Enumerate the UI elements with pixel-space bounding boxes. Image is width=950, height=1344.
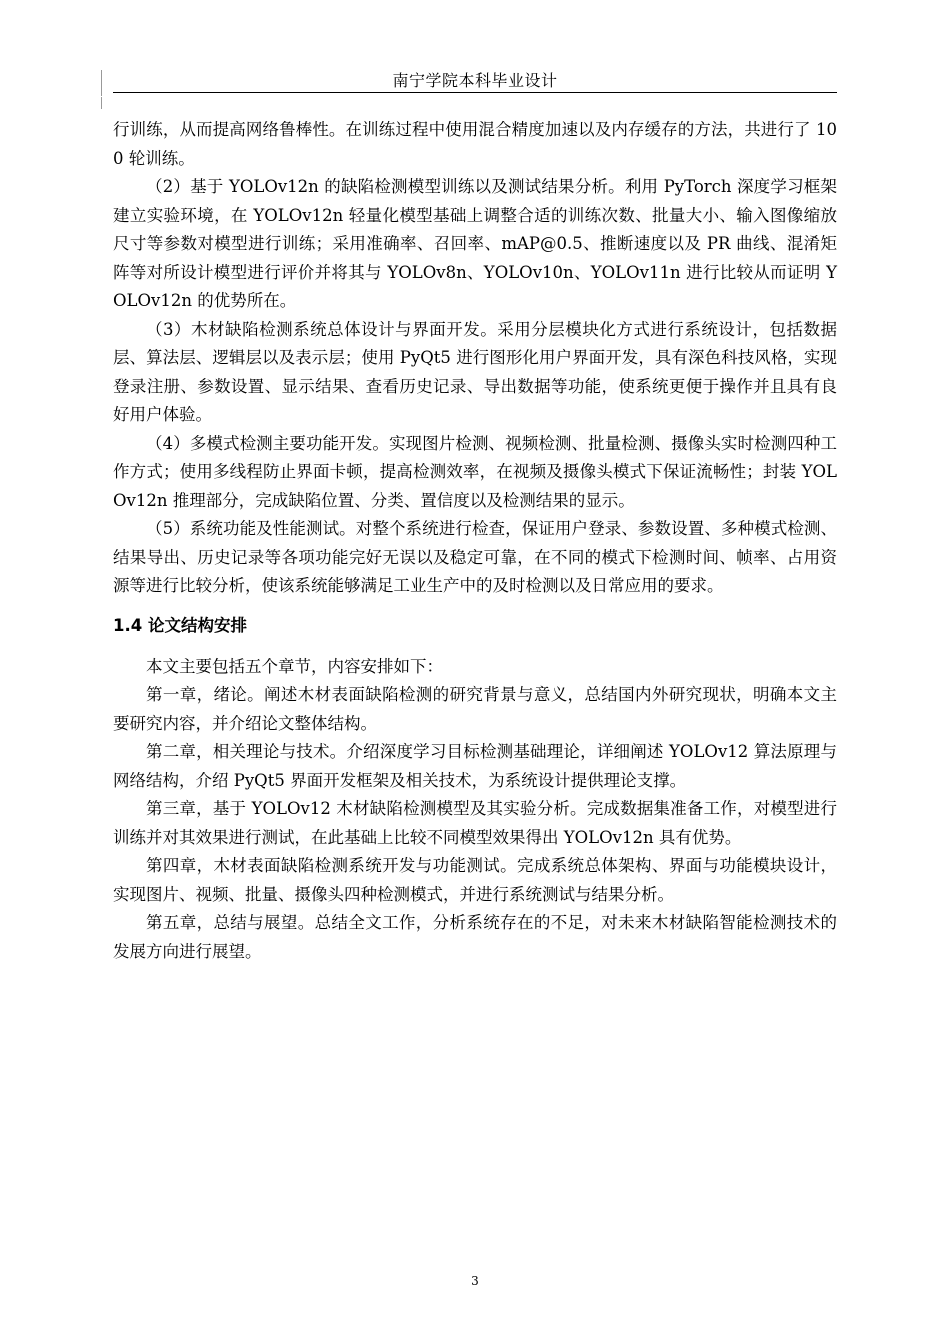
crop-mark [101,97,102,109]
body-paragraph: 第一章，绪论。阐述木材表面缺陷检测的研究背景与意义，总结国内外研究现状，明确本文主要研究内容，并介绍论文整体结构。 [113,685,837,733]
running-header-title: 南宁学院本科毕业设计 [392,71,558,90]
section-heading: 1.4 论文结构安排 [113,615,247,635]
header-rule [113,92,837,93]
body-paragraph: （3）木材缺陷检测系统总体设计与界面开发。采用分层模块化方式进行系统设计，包括数据层、算法层、逻辑层以及表示层；使用 PyQt5 进行图形化用户界面开发，具有深色科技风格，实现登录注册、参数设置、显示结果、查看历史记录、导出数据等功能，使系统更便于操作并且具有良好用户体验。 [113,319,837,424]
body-paragraph: （2）基于 YOLOv12n 的缺陷检测模型训练以及测试结果分析。利用 PyTorch 深度学习框架建立实验环境，在 YOLOv12n 轻量化模型基础上调整合适的训练次数、批量大小、输入图像缩放尺寸等参数对模型进行训练；采用准确率、召回率、mAP@0.5、推断速度以及 PR 曲线、混淆矩阵等对所设计模型进行评价并将其与 YOLOv8n、YOLOv10n、YOLOv11n 进行比较从而证明 YOLOv12n 的优势所在。 [113,177,837,310]
page-number: 3 [471,1274,479,1288]
body-paragraph: 第二章，相关理论与技术。介绍深度学习目标检测基础理论，详细阐述 YOLOv12 算法原理与网络结构，介绍 PyQt5 界面开发框架及相关技术，为系统设计提供理论支撑。 [113,742,837,790]
body-paragraph: 第四章，木材表面缺陷检测系统开发与功能测试。完成系统总体架构、界面与功能模块设计，实现图片、视频、批量、摄像头四种检测模式，并进行系统测试与结果分析。 [113,856,837,904]
body-paragraph: （5）系统功能及性能测试。对整个系统进行检查，保证用户登录、参数设置、多种模式检测、结果导出、历史记录等各项功能完好无误以及稳定可靠，在不同的模式下检测时间、帧率、占用资源等进行比较分析，使该系统能够满足工业生产中的及时检测以及日常应用的要求。 [113,519,837,595]
body-paragraph: 第五章，总结与展望。总结全文工作，分析系统存在的不足，对未来木材缺陷智能检测技术的发展方向进行展望。 [113,913,837,961]
body-paragraph: 第三章，基于 YOLOv12 木材缺陷检测模型及其实验分析。完成数据集准备工作，对模型进行训练并对其效果进行测试，在此基础上比较不同模型效果得出 YOLOv12n 具有优势。 [113,799,837,847]
page-body [113,116,837,966]
body-paragraph: 行训练，从而提高网络鲁棒性。在训练过程中使用混合精度加速以及内存缓存的方法，共进行了 100 轮训练。 [113,120,837,168]
body-paragraph: 本文主要包括五个章节，内容安排如下： [146,656,443,676]
crop-mark [101,70,102,96]
body-paragraph: （4）多模式检测主要功能开发。实现图片检测、视频检测、批量检测、摄像头实时检测四种工作方式；使用多线程防止界面卡顿，提高检测效率，在视频及摄像头模式下保证流畅性；封装 YOLOv12n 推理部分，完成缺陷位置、分类、置信度以及检测结果的显示。 [113,433,837,510]
